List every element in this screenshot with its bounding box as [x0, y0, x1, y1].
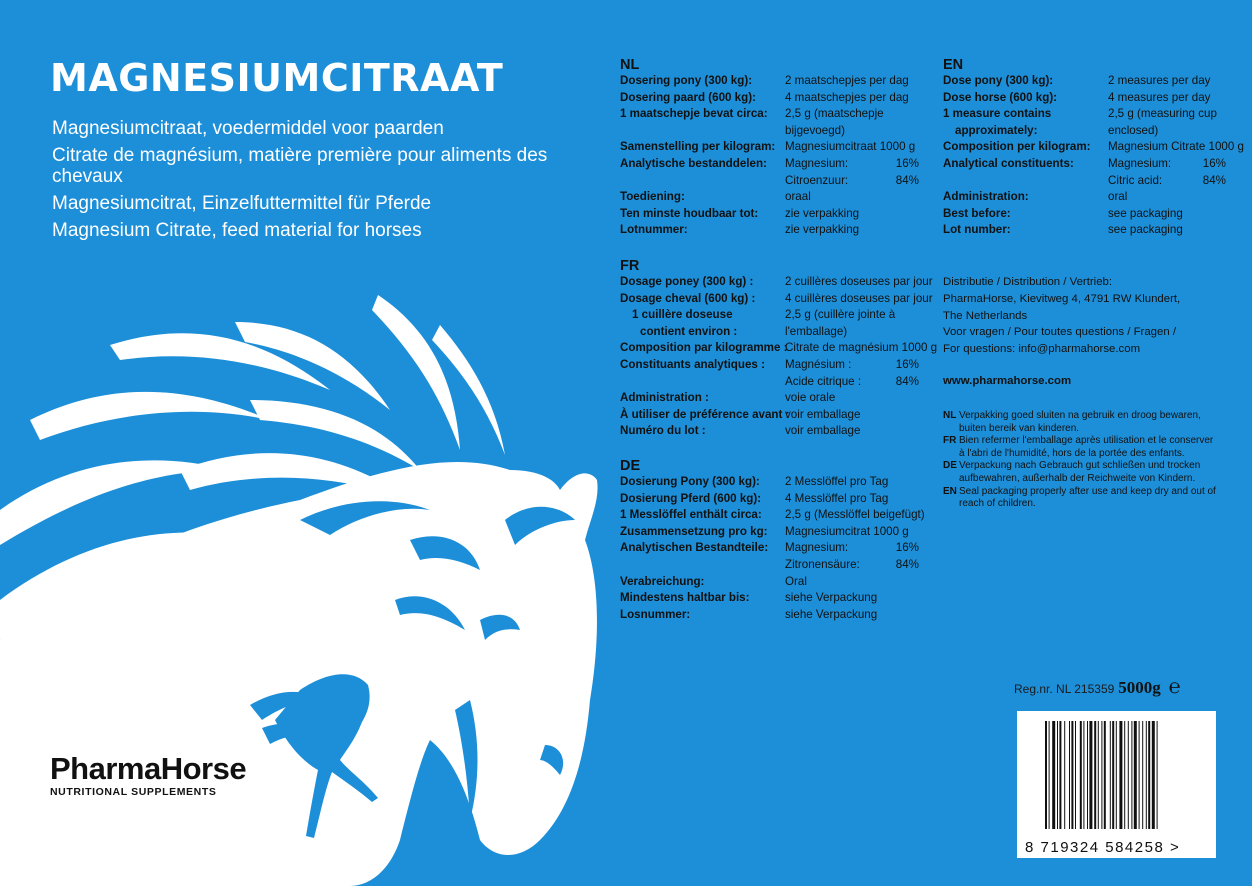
de-constituent-1-pct: 16%: [895, 541, 919, 555]
fr-admin-label: Administration :: [620, 391, 709, 405]
de-lot-label: Losnummer:: [620, 607, 691, 621]
en-admin-label: Administration:: [943, 190, 1029, 204]
nl-constituent-1-pct: 16%: [895, 156, 919, 170]
fr-constituent-2-pct: 84%: [895, 374, 919, 388]
warning-en: EN Seal packaging properly after use and keep dry and out of reach of children.: [943, 485, 1216, 510]
en-lot-value: see packaging: [1108, 223, 1183, 237]
en-constituent-2-pct: 84%: [1202, 173, 1226, 187]
product-title: MAGNESIUMCITRAAT: [50, 56, 504, 100]
de-analytical-label: Analytischen Bestandteile:: [620, 541, 769, 555]
nl-analytical-label: Analytische bestanddelen:: [620, 156, 767, 170]
subtitle-de: Magnesiumcitrat, Einzelfuttermittel für Pferde: [52, 193, 432, 214]
en-lot-label: Lot number:: [943, 223, 1011, 237]
de-measure-value: 2,5 g (Messlöffel beigefügt): [785, 508, 925, 522]
fr-constituent-2-name: Acide citrique :: [785, 374, 862, 388]
subtitle-en: Magnesium Citrate, feed material for horses: [52, 220, 422, 241]
en-composition-value: Magnesium Citrate 1000 g: [1108, 140, 1244, 154]
distribution-line-4: Voor vragen / Pour toutes questions / Fragen /: [943, 326, 1177, 339]
en-dose-pony-label: Dose pony (300 kg):: [943, 74, 1054, 87]
distribution-line-1: Distributie / Distribution / Vertrieb:: [943, 276, 1113, 288]
section-nl-heading: NL: [620, 57, 640, 73]
nl-constituent-1-name: Magnesium:: [785, 156, 849, 170]
en-constituent-2-name: Citric acid:: [1108, 173, 1163, 187]
de-dose-pony-value: 2 Messlöffel pro Tag: [785, 475, 889, 488]
section-en: [943, 57, 1244, 239]
fr-constituent-1-name: Magnésium :: [785, 357, 852, 371]
section-en-heading: EN: [943, 57, 964, 73]
brand-logo: [50, 752, 246, 798]
nl-admin-value: oraal: [785, 190, 811, 204]
nl-lot-label: Lotnummer:: [620, 223, 688, 237]
nl-dose-horse-value: 4 maatschepjes per dag: [785, 90, 909, 104]
nl-measure-value-2: bijgevoegd): [785, 123, 845, 137]
fr-analytical-label: Constituants analytiques :: [620, 357, 765, 371]
en-constituent-1-name: Magnesium:: [1108, 156, 1172, 170]
fr-measure-value-2: l'emballage): [785, 324, 848, 338]
warning-fr: FR Bien refermer l'emballage après utilisation et le conserver à l'abri de l'humidité, hors de la portée des enfants.: [943, 435, 1214, 459]
en-admin-value: oral: [1108, 190, 1128, 204]
section-fr: [620, 258, 937, 440]
en-analytical-label: Analytical constituents:: [943, 156, 1074, 170]
fr-lot-label: Numéro du lot :: [620, 424, 706, 438]
en-best-before-value: see packaging: [1108, 206, 1183, 220]
nl-dose-horse-label: Dosering paard (600 kg):: [620, 90, 756, 104]
website-link: www.pharmahorse.com: [943, 375, 1072, 387]
de-admin-label: Verabreichung:: [620, 574, 705, 588]
fr-dose-pony-value: 2 cuillères doseuses par jour: [785, 275, 933, 288]
distribution-line-2: PharmaHorse, Kievitweg 4, 4791 RW Klundert,: [943, 292, 1181, 305]
distribution-line-3: The Netherlands: [943, 309, 1028, 322]
fr-measure-label-1: 1 cuillère doseuse: [632, 308, 733, 322]
nl-constituent-2-pct: 84%: [895, 173, 919, 187]
de-constituent-2-name: Zitronensäure:: [785, 557, 860, 571]
section-fr-heading: FR: [620, 258, 640, 274]
distribution-line-5: For questions: info@pharmahorse.com: [943, 343, 1141, 356]
de-dose-pony-label: Dosierung Pony (300 kg):: [620, 475, 760, 488]
en-dose-horse-label: Dose horse (600 kg):: [943, 90, 1058, 104]
storage-warnings: [943, 410, 1218, 511]
de-dose-horse-value: 4 Messlöffel pro Tag: [785, 491, 889, 505]
fr-dose-pony-label: Dosage poney (300 kg) :: [620, 275, 754, 288]
subtitle-fr: Citrate de magnésium, matière première pour aliments des chevaux: [52, 145, 548, 187]
en-measure-label-1: 1 measure contains: [943, 107, 1052, 121]
en-best-before-label: Best before:: [943, 206, 1011, 220]
de-composition-value: Magnesiumcitrat 1000 g: [785, 524, 909, 538]
barcode-icon: [1045, 721, 1195, 829]
section-nl: [620, 57, 919, 239]
barcode-number: 8 719324 584258 >: [1025, 839, 1181, 856]
fr-constituent-1-pct: 16%: [895, 357, 919, 371]
fr-best-before-value: voir emballage: [785, 407, 861, 421]
nl-lot-value: zie verpakking: [785, 223, 860, 237]
estimated-sign-icon: ℮: [1168, 676, 1181, 698]
nl-composition-value: Magnesiumcitraat 1000 g: [785, 140, 916, 154]
product-subtitles: [52, 118, 572, 247]
nl-composition-label: Samenstelling per kilogram:: [620, 140, 776, 154]
fr-dose-horse-value: 4 cuillères doseuses par jour: [785, 291, 933, 305]
de-constituent-2-pct: 84%: [895, 557, 919, 571]
fr-lot-value: voir emballage: [785, 424, 861, 438]
de-dose-horse-label: Dosierung Pferd (600 kg):: [620, 491, 762, 505]
de-best-before-label: Mindestens haltbar bis:: [620, 591, 750, 605]
fr-admin-value: voie orale: [785, 391, 836, 405]
fr-composition-value: Citrate de magnésium 1000 g: [785, 341, 938, 355]
brand-tagline: NUTRITIONAL SUPPLEMENTS: [50, 786, 217, 798]
en-composition-label: Composition per kilogram:: [943, 140, 1091, 154]
en-dose-horse-value: 4 measures per day: [1108, 90, 1211, 104]
nl-constituent-2-name: Citroenzuur:: [785, 173, 849, 187]
barcode-box: [1017, 711, 1216, 858]
fr-composition-label: Composition par kilogramme :: [620, 341, 788, 355]
distribution-info: [943, 274, 1180, 358]
warning-de: DE Verpackung nach Gebrauch gut schließen und trocken aufbewahren, außerhalb der Reichweite von Kindern.: [943, 460, 1201, 484]
nl-measure-value-1: 2,5 g (maatschepje: [785, 107, 884, 121]
nl-measure-label: 1 maatschepje bevat circa:: [620, 107, 768, 121]
nl-dose-pony-label: Dosering pony (300 kg):: [620, 74, 753, 87]
fr-measure-label-2: contient environ :: [640, 324, 738, 338]
nl-best-before-value: zie verpakking: [785, 206, 860, 220]
brand-name: PharmaHorse: [50, 751, 247, 786]
fr-measure-value-1: 2,5 g (cuillère jointe à: [785, 308, 896, 322]
section-de-heading: DE: [620, 458, 641, 474]
registration-number: Reg.nr. NL 215359: [1014, 682, 1115, 696]
registration-weight: [1014, 676, 1181, 699]
net-weight: 5000g: [1118, 678, 1161, 697]
de-lot-value: siehe Verpackung: [785, 607, 878, 621]
en-dose-pony-value: 2 measures per day: [1108, 74, 1211, 87]
fr-dose-horse-label: Dosage cheval (600 kg) :: [620, 291, 756, 305]
nl-dose-pony-value: 2 maatschepjes per dag: [785, 74, 909, 87]
de-best-before-value: siehe Verpackung: [785, 591, 878, 605]
section-de: [620, 458, 925, 623]
fr-best-before-label: À utiliser de préférence avant :: [620, 407, 790, 421]
warning-nl: NL Verpakking goed sluiten na gebruik en droog bewaren, buiten bereik van kinderen.: [943, 410, 1201, 434]
en-measure-value-2: enclosed): [1108, 123, 1159, 137]
de-constituent-1-name: Magnesium:: [785, 541, 849, 555]
de-measure-label: 1 Messlöffel enthält circa:: [620, 508, 762, 522]
en-constituent-1-pct: 16%: [1202, 156, 1226, 170]
en-measure-value-1: 2,5 g (measuring cup: [1108, 107, 1217, 121]
nl-admin-label: Toediening:: [620, 190, 685, 204]
en-measure-label-2: approximately:: [955, 123, 1038, 137]
de-admin-value: Oral: [785, 574, 807, 588]
subtitle-nl: Magnesiumcitraat, voedermiddel voor paarden: [52, 118, 444, 139]
nl-best-before-label: Ten minste houdbaar tot:: [620, 206, 759, 220]
de-composition-label: Zusammensetzung pro kg:: [620, 524, 768, 538]
